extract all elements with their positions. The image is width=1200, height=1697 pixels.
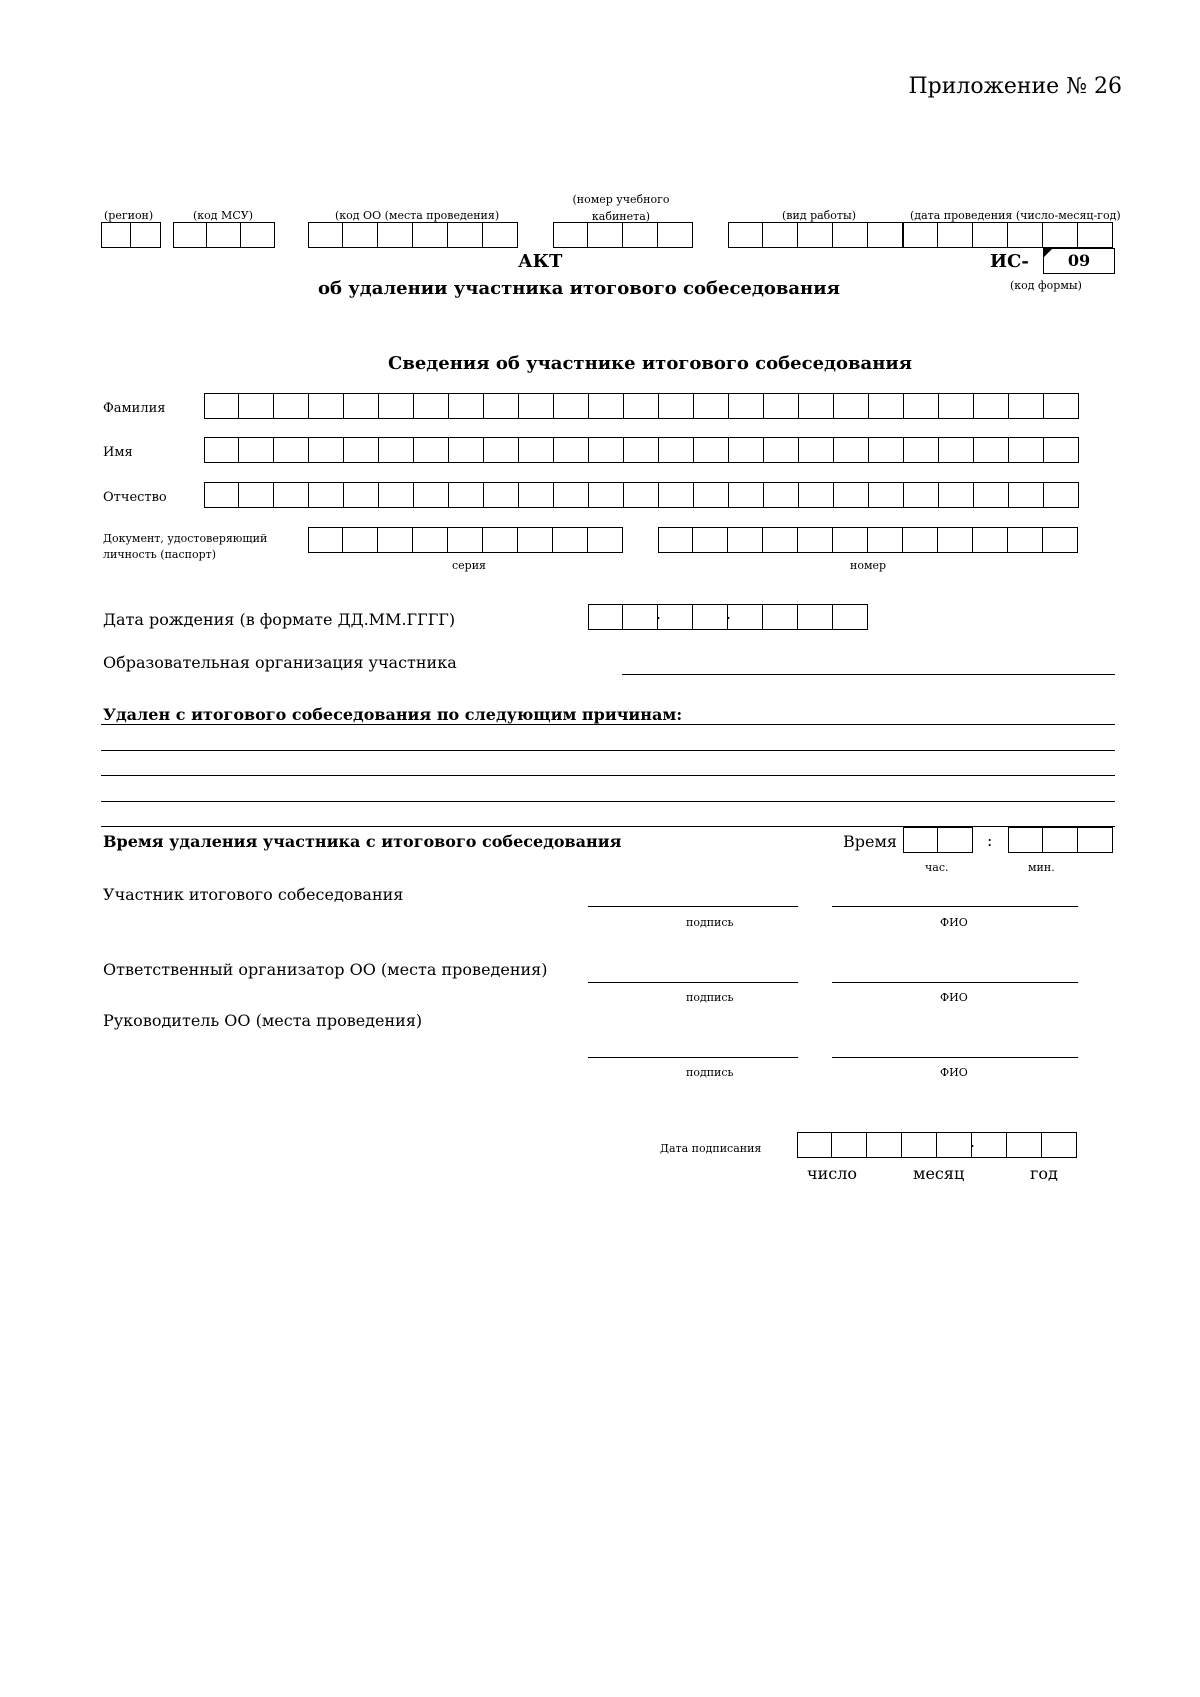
org-line[interactable] — [622, 674, 1115, 675]
letter-cell[interactable] — [904, 393, 939, 419]
fio-caption-head: ФИО — [940, 1066, 968, 1079]
letter-cell[interactable] — [379, 437, 414, 463]
signature-role-participant: Участник итогового собеседования — [103, 885, 404, 904]
letter-cell[interactable] — [379, 393, 414, 419]
letter-cell[interactable] — [939, 482, 974, 508]
letter-cell[interactable] — [624, 482, 659, 508]
letter-cell[interactable] — [869, 437, 904, 463]
hours-cells[interactable] — [903, 827, 973, 853]
letter-cell[interactable] — [799, 437, 834, 463]
document-label: Документ, удостоверяющий личность (паспорт) — [103, 532, 268, 561]
letter-cell[interactable] — [729, 393, 764, 419]
name-label: Имя — [103, 445, 133, 460]
letter-cell[interactable] — [519, 437, 554, 463]
letter-cell[interactable] — [869, 482, 904, 508]
signing-day-label: число — [807, 1164, 857, 1183]
letter-cell[interactable] — [519, 393, 554, 419]
letter-cell[interactable] — [764, 393, 799, 419]
signature-role-head: Руководитель ОО (места проведения) — [103, 1011, 423, 1030]
letter-cell[interactable] — [729, 482, 764, 508]
exam-date-cells[interactable] — [903, 222, 1113, 248]
letter-cell[interactable] — [274, 393, 309, 419]
fio-line-organizer[interactable] — [832, 982, 1078, 983]
letter-cell[interactable] — [974, 437, 1009, 463]
reasons-heading: Удален с итогового собеседования по следующим причинам: — [103, 705, 683, 724]
letter-cell[interactable] — [274, 482, 309, 508]
letter-cell[interactable] — [589, 482, 624, 508]
surname-label: Фамилия — [103, 401, 166, 416]
region-label: (регион) — [104, 209, 154, 222]
letter-cell[interactable] — [659, 393, 694, 419]
form-code-box — [1043, 248, 1115, 274]
act-title: АКТ — [518, 251, 563, 272]
letter-cell[interactable] — [519, 482, 554, 508]
letter-cell[interactable] — [554, 393, 589, 419]
birthdate-label: Дата рождения (в формате ДД.ММ.ГГГГ) — [103, 610, 456, 629]
letter-cell[interactable] — [1009, 393, 1044, 419]
fio-line-head[interactable] — [832, 1057, 1078, 1058]
signing-year-label: год — [1030, 1164, 1058, 1183]
letter-cell[interactable] — [659, 437, 694, 463]
letter-cell[interactable] — [554, 482, 589, 508]
letter-cell[interactable] — [484, 393, 519, 419]
org-label: Образовательная организация участника — [103, 653, 457, 672]
letter-cell[interactable] — [414, 393, 449, 419]
passport-number-label: номер — [850, 559, 887, 572]
signature-role-organizer: Ответственный организатор ОО (места проведения) — [103, 960, 548, 979]
work-type-label: (вид работы) — [782, 209, 857, 222]
letter-cell[interactable] — [799, 393, 834, 419]
letter-cell[interactable] — [344, 482, 379, 508]
signature-caption-head: подпись — [686, 1066, 734, 1079]
letter-cell[interactable] — [344, 393, 379, 419]
oo-code-label: (код ОО (места проведения) — [335, 209, 500, 222]
room-number-label: (номер учебного кабинета) — [572, 193, 670, 223]
reasons-line-4[interactable] — [101, 801, 1115, 802]
letter-cell[interactable] — [904, 482, 939, 508]
form-code-value: 09 — [1067, 251, 1091, 270]
letter-cell[interactable] — [554, 437, 589, 463]
signature-line-organizer[interactable] — [588, 982, 798, 983]
participant-section-heading: Сведения об участнике итогового собеседования — [388, 353, 913, 374]
passport-series-cells[interactable] — [308, 527, 623, 553]
letter-cell[interactable] — [834, 437, 869, 463]
letter-cell[interactable] — [694, 482, 729, 508]
letter-cell[interactable] — [239, 437, 274, 463]
signing-date-cells[interactable] — [797, 1132, 1077, 1158]
room-number-cells[interactable] — [553, 222, 693, 248]
reasons-line-1[interactable] — [101, 724, 1115, 725]
letter-cell[interactable] — [729, 437, 764, 463]
letter-cell[interactable] — [974, 393, 1009, 419]
surname-cells[interactable] — [204, 393, 1079, 419]
work-type-cells[interactable] — [728, 222, 903, 248]
letter-cell[interactable] — [239, 393, 274, 419]
letter-cell[interactable] — [204, 393, 239, 419]
act-subtitle: об удалении участника итогового собеседования — [318, 278, 840, 299]
letter-cell[interactable] — [344, 437, 379, 463]
reasons-line-3[interactable] — [101, 775, 1115, 776]
fio-caption-participant: ФИО — [940, 916, 968, 929]
letter-cell[interactable] — [309, 437, 344, 463]
patronymic-label: Отчество — [103, 490, 167, 505]
msu-code-cells[interactable] — [173, 222, 275, 248]
minutes-label: мин. — [1028, 861, 1055, 874]
region-cells[interactable] — [101, 222, 161, 248]
letter-cell[interactable] — [694, 437, 729, 463]
exam-date-label: (дата проведения (число-месяц-год) — [910, 209, 1121, 222]
letter-cell[interactable] — [1044, 482, 1079, 508]
letter-cell[interactable] — [624, 393, 659, 419]
time-label: Время — [843, 832, 898, 851]
form-code-prefix: ИС- — [990, 251, 1029, 272]
patronymic-cells[interactable] — [204, 482, 1079, 508]
letter-cell[interactable] — [1009, 482, 1044, 508]
letter-cell[interactable] — [764, 437, 799, 463]
letter-cell[interactable] — [974, 482, 1009, 508]
fio-line-participant[interactable] — [832, 906, 1078, 907]
letter-cell[interactable] — [239, 482, 274, 508]
letter-cell[interactable] — [484, 437, 519, 463]
letter-cell[interactable] — [799, 482, 834, 508]
letter-cell[interactable] — [694, 393, 729, 419]
hours-label: час. — [925, 861, 949, 874]
form-code-corner-mark — [1044, 249, 1052, 257]
name-cells[interactable] — [204, 437, 1079, 463]
signature-caption-organizer: подпись — [686, 991, 734, 1004]
letter-cell[interactable] — [204, 482, 239, 508]
passport-series-label: серия — [452, 559, 486, 572]
form-code-label: (код формы) — [1010, 279, 1082, 292]
letter-cell[interactable] — [764, 482, 799, 508]
letter-cell[interactable] — [309, 393, 344, 419]
letter-cell[interactable] — [414, 482, 449, 508]
letter-cell[interactable] — [1009, 437, 1044, 463]
birthdate-cells[interactable] — [588, 604, 868, 630]
signature-line-head[interactable] — [588, 1057, 798, 1058]
letter-cell[interactable] — [939, 437, 974, 463]
letter-cell[interactable] — [939, 393, 974, 419]
letter-cell[interactable] — [484, 482, 519, 508]
letter-cell[interactable] — [449, 437, 484, 463]
letter-cell[interactable] — [589, 437, 624, 463]
fio-caption-organizer: ФИО — [940, 991, 968, 1004]
letter-cell[interactable] — [1044, 437, 1079, 463]
appendix-number: Приложение № 26 — [908, 74, 1122, 99]
oo-code-cells[interactable] — [308, 222, 518, 248]
letter-cell[interactable] — [274, 437, 309, 463]
reasons-line-2[interactable] — [101, 750, 1115, 751]
passport-number-cells[interactable] — [658, 527, 1078, 553]
letter-cell[interactable] — [379, 482, 414, 508]
letter-cell[interactable] — [904, 437, 939, 463]
signing-month-label: месяц — [913, 1164, 965, 1183]
letter-cell[interactable] — [834, 393, 869, 419]
letter-cell[interactable] — [309, 482, 344, 508]
letter-cell[interactable] — [659, 482, 694, 508]
signature-line-participant[interactable] — [588, 906, 798, 907]
msu-code-label: (код МСУ) — [193, 209, 253, 222]
letter-cell[interactable] — [869, 393, 904, 419]
letter-cell[interactable] — [449, 482, 484, 508]
letter-cell[interactable] — [834, 482, 869, 508]
letter-cell[interactable] — [204, 437, 239, 463]
time-heading: Время удаления участника с итогового собеседования — [103, 832, 622, 851]
minutes-cells[interactable] — [1008, 827, 1113, 853]
time-colon: : — [987, 831, 993, 850]
letter-cell[interactable] — [449, 393, 484, 419]
letter-cell[interactable] — [414, 437, 449, 463]
signing-date-label: Дата подписания — [660, 1142, 762, 1155]
letter-cell[interactable] — [1044, 393, 1079, 419]
letter-cell[interactable] — [624, 437, 659, 463]
letter-cell[interactable] — [589, 393, 624, 419]
signature-caption-participant: подпись — [686, 916, 734, 929]
